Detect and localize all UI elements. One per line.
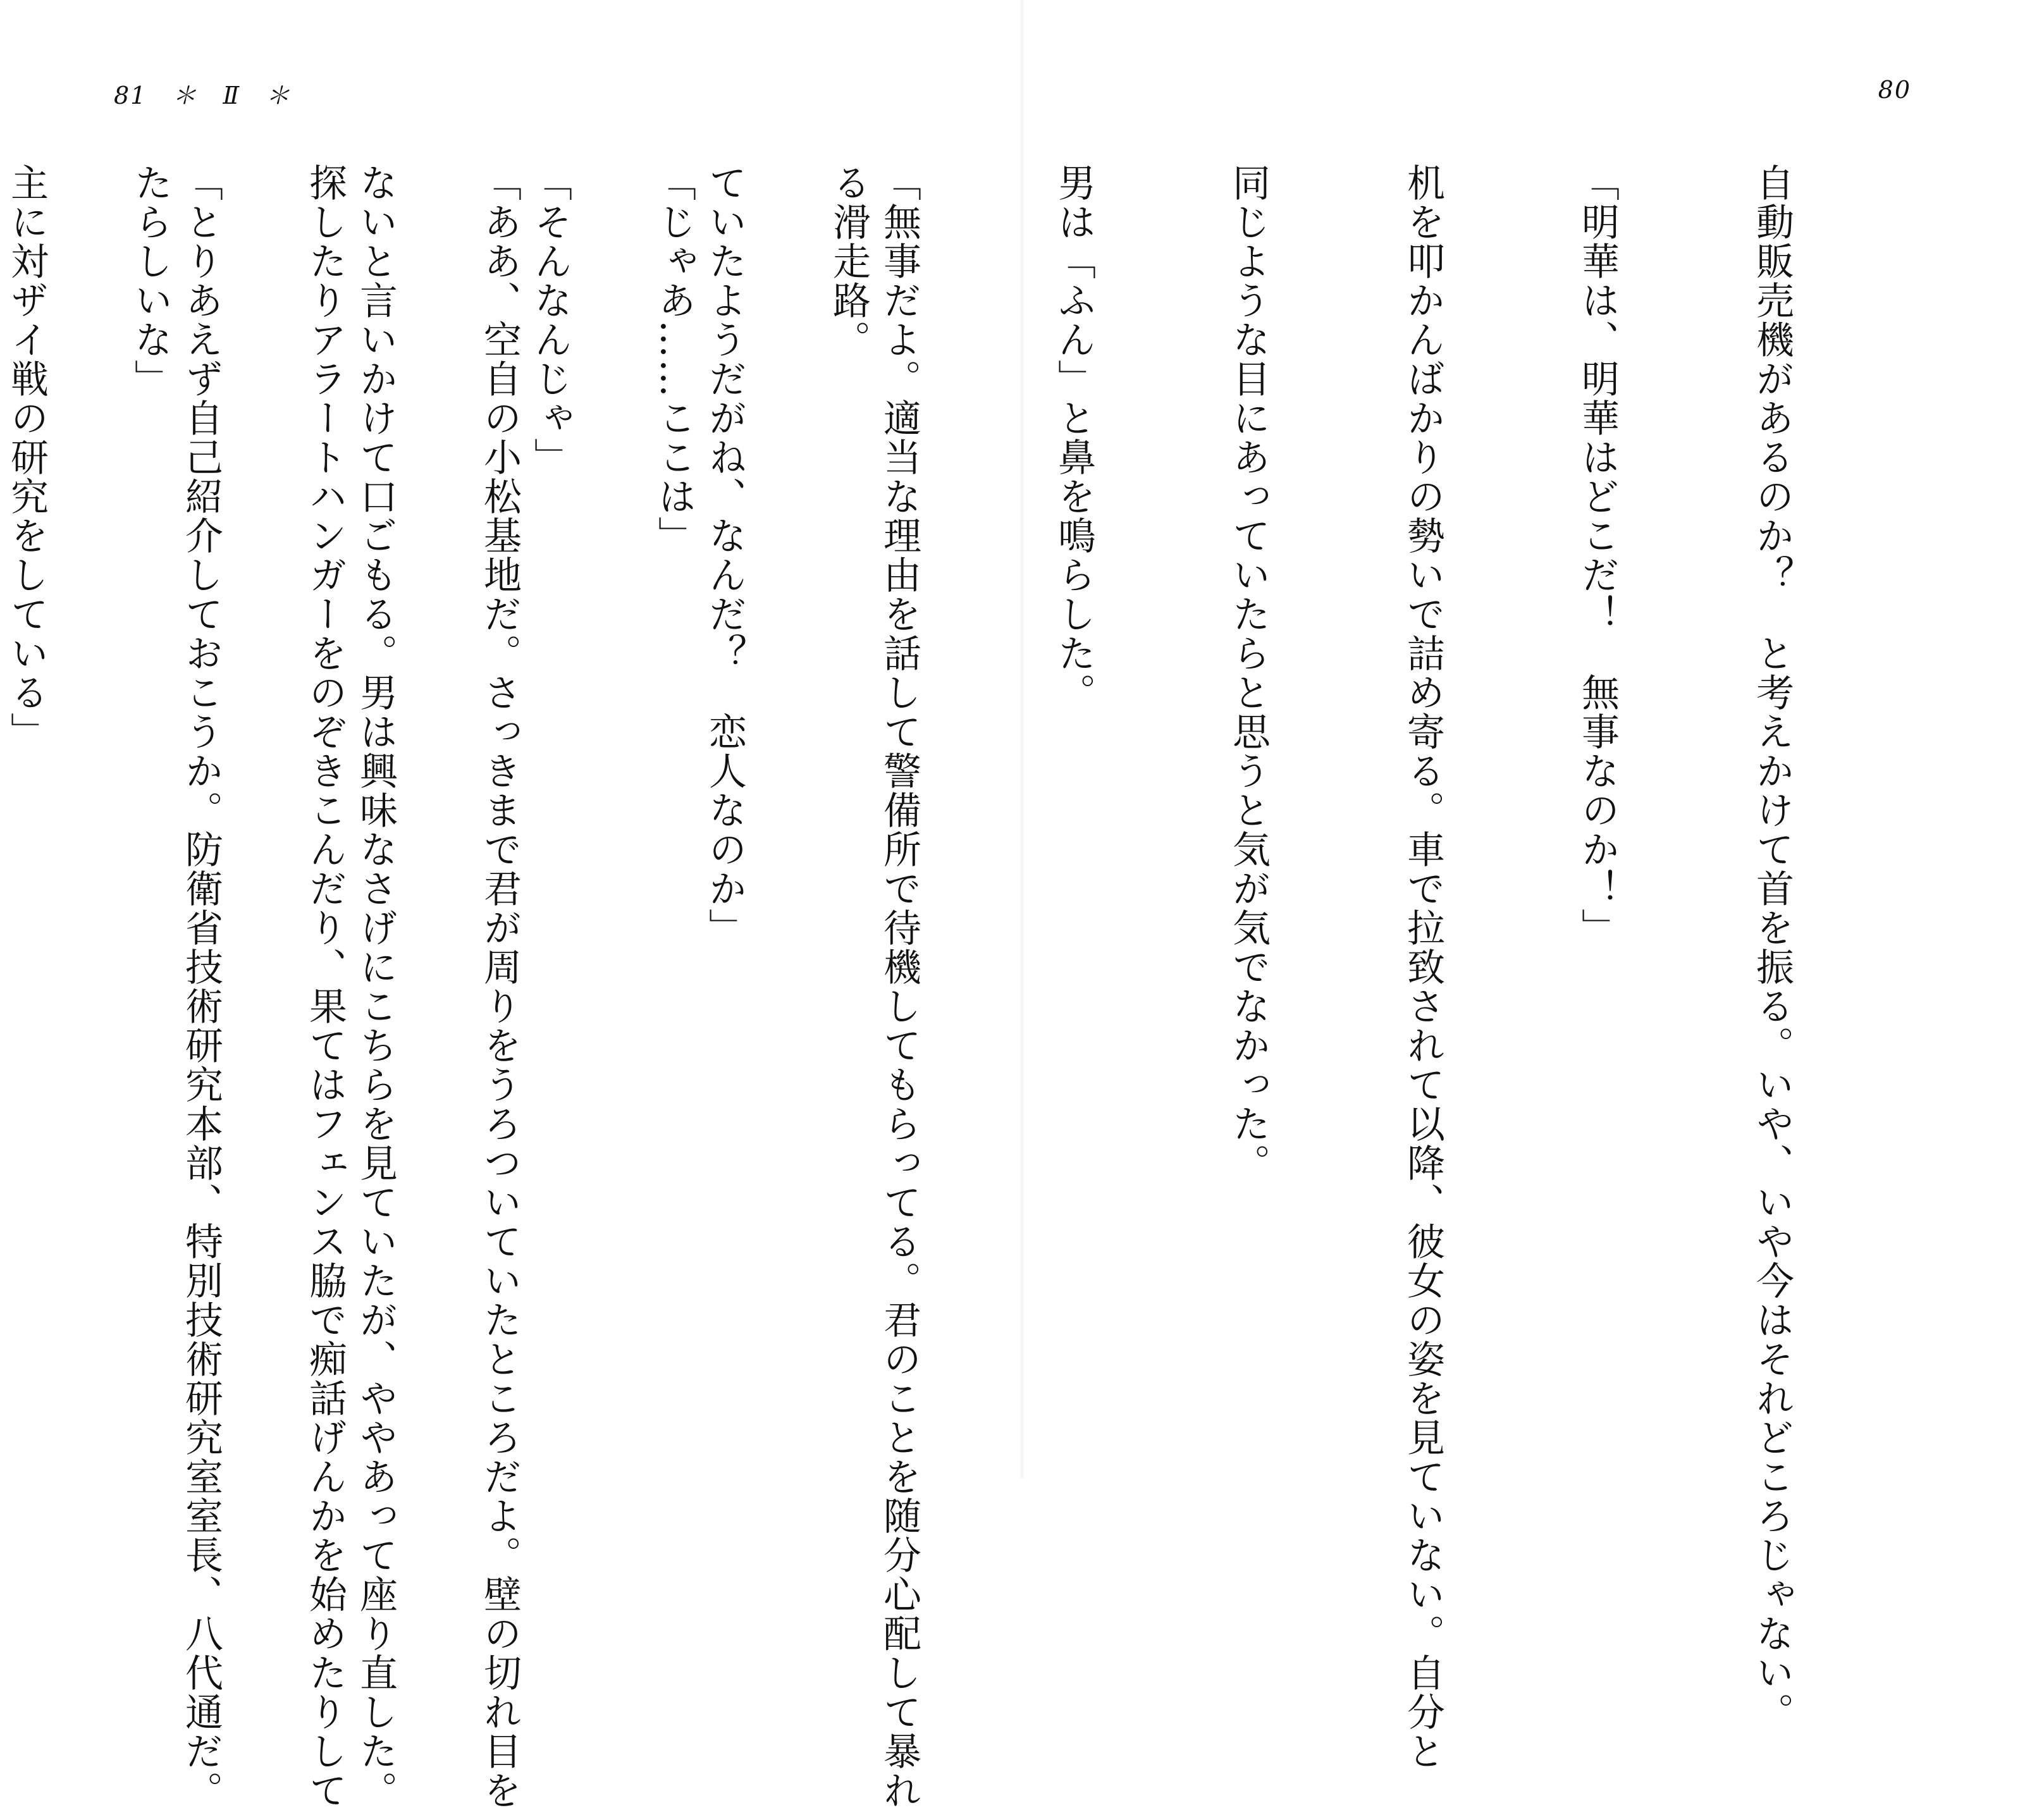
text-line: 男は「ふん」と鼻を鳴らした。 — [1052, 163, 1096, 712]
page-number-left: 81 ＊ Ⅱ ＊ — [114, 82, 292, 109]
text-line: ていたようだがね、なんだ？ 恋人なのか」 — [703, 163, 747, 947]
text-line: ないと言いかけて口ごもる。男は興味なさげにこちらを見ていたが、ややあって座り直した。 — [354, 163, 398, 1810]
text-line: 主に対ザイ戦の研究をしている」 — [4, 163, 49, 751]
text-line — [0, 163, 5, 1415]
text-line: 「とりあえず自己紹介しておこうか。防衛省技術研究本部、特別技術研究室室長、八代通だ。 — [179, 163, 223, 1810]
text-line: 「じゃあ……ここは」 — [652, 163, 696, 555]
text-line: 「ああ、空自の小松基地だ。さっきまで君が周りをうろついていたところだよ。壁の切れ目を — [477, 163, 522, 1810]
text-line: 探したりアラートハンガーをのぞきこんだり、果てはフェンス脇で痴話げんかを始めたりして — [303, 163, 347, 1810]
text-line: 「明華は、明華はどこだ！ 無事なのか！」 — [1575, 163, 1620, 947]
text-line: 机を叩かんばかりの勢いで詰め寄る。車で拉致されて以降、彼女の姿を見ていない。自分と — [1401, 163, 1445, 1771]
text-line: たらしいな」 — [128, 163, 173, 398]
text-line: 同じような目にあっていたらと思うと気が気でなかった。 — [1226, 163, 1271, 1183]
left-page-text — [96, 163, 994, 1810]
text-line: 「そんなんじゃ」 — [528, 163, 572, 477]
page-number-right: 80 — [1878, 76, 1911, 104]
text-line: 自動販売機があるのか？ と考えかけて首を振る。いや、いや今はそれどころじゃない。 — [1750, 163, 1794, 1732]
text-line: 「無事だよ。適当な理由を話して警備所で待機してもらってる。君のことを随分心配して暴れ — [877, 163, 921, 1810]
text-line: る滑走路。 — [827, 163, 871, 359]
